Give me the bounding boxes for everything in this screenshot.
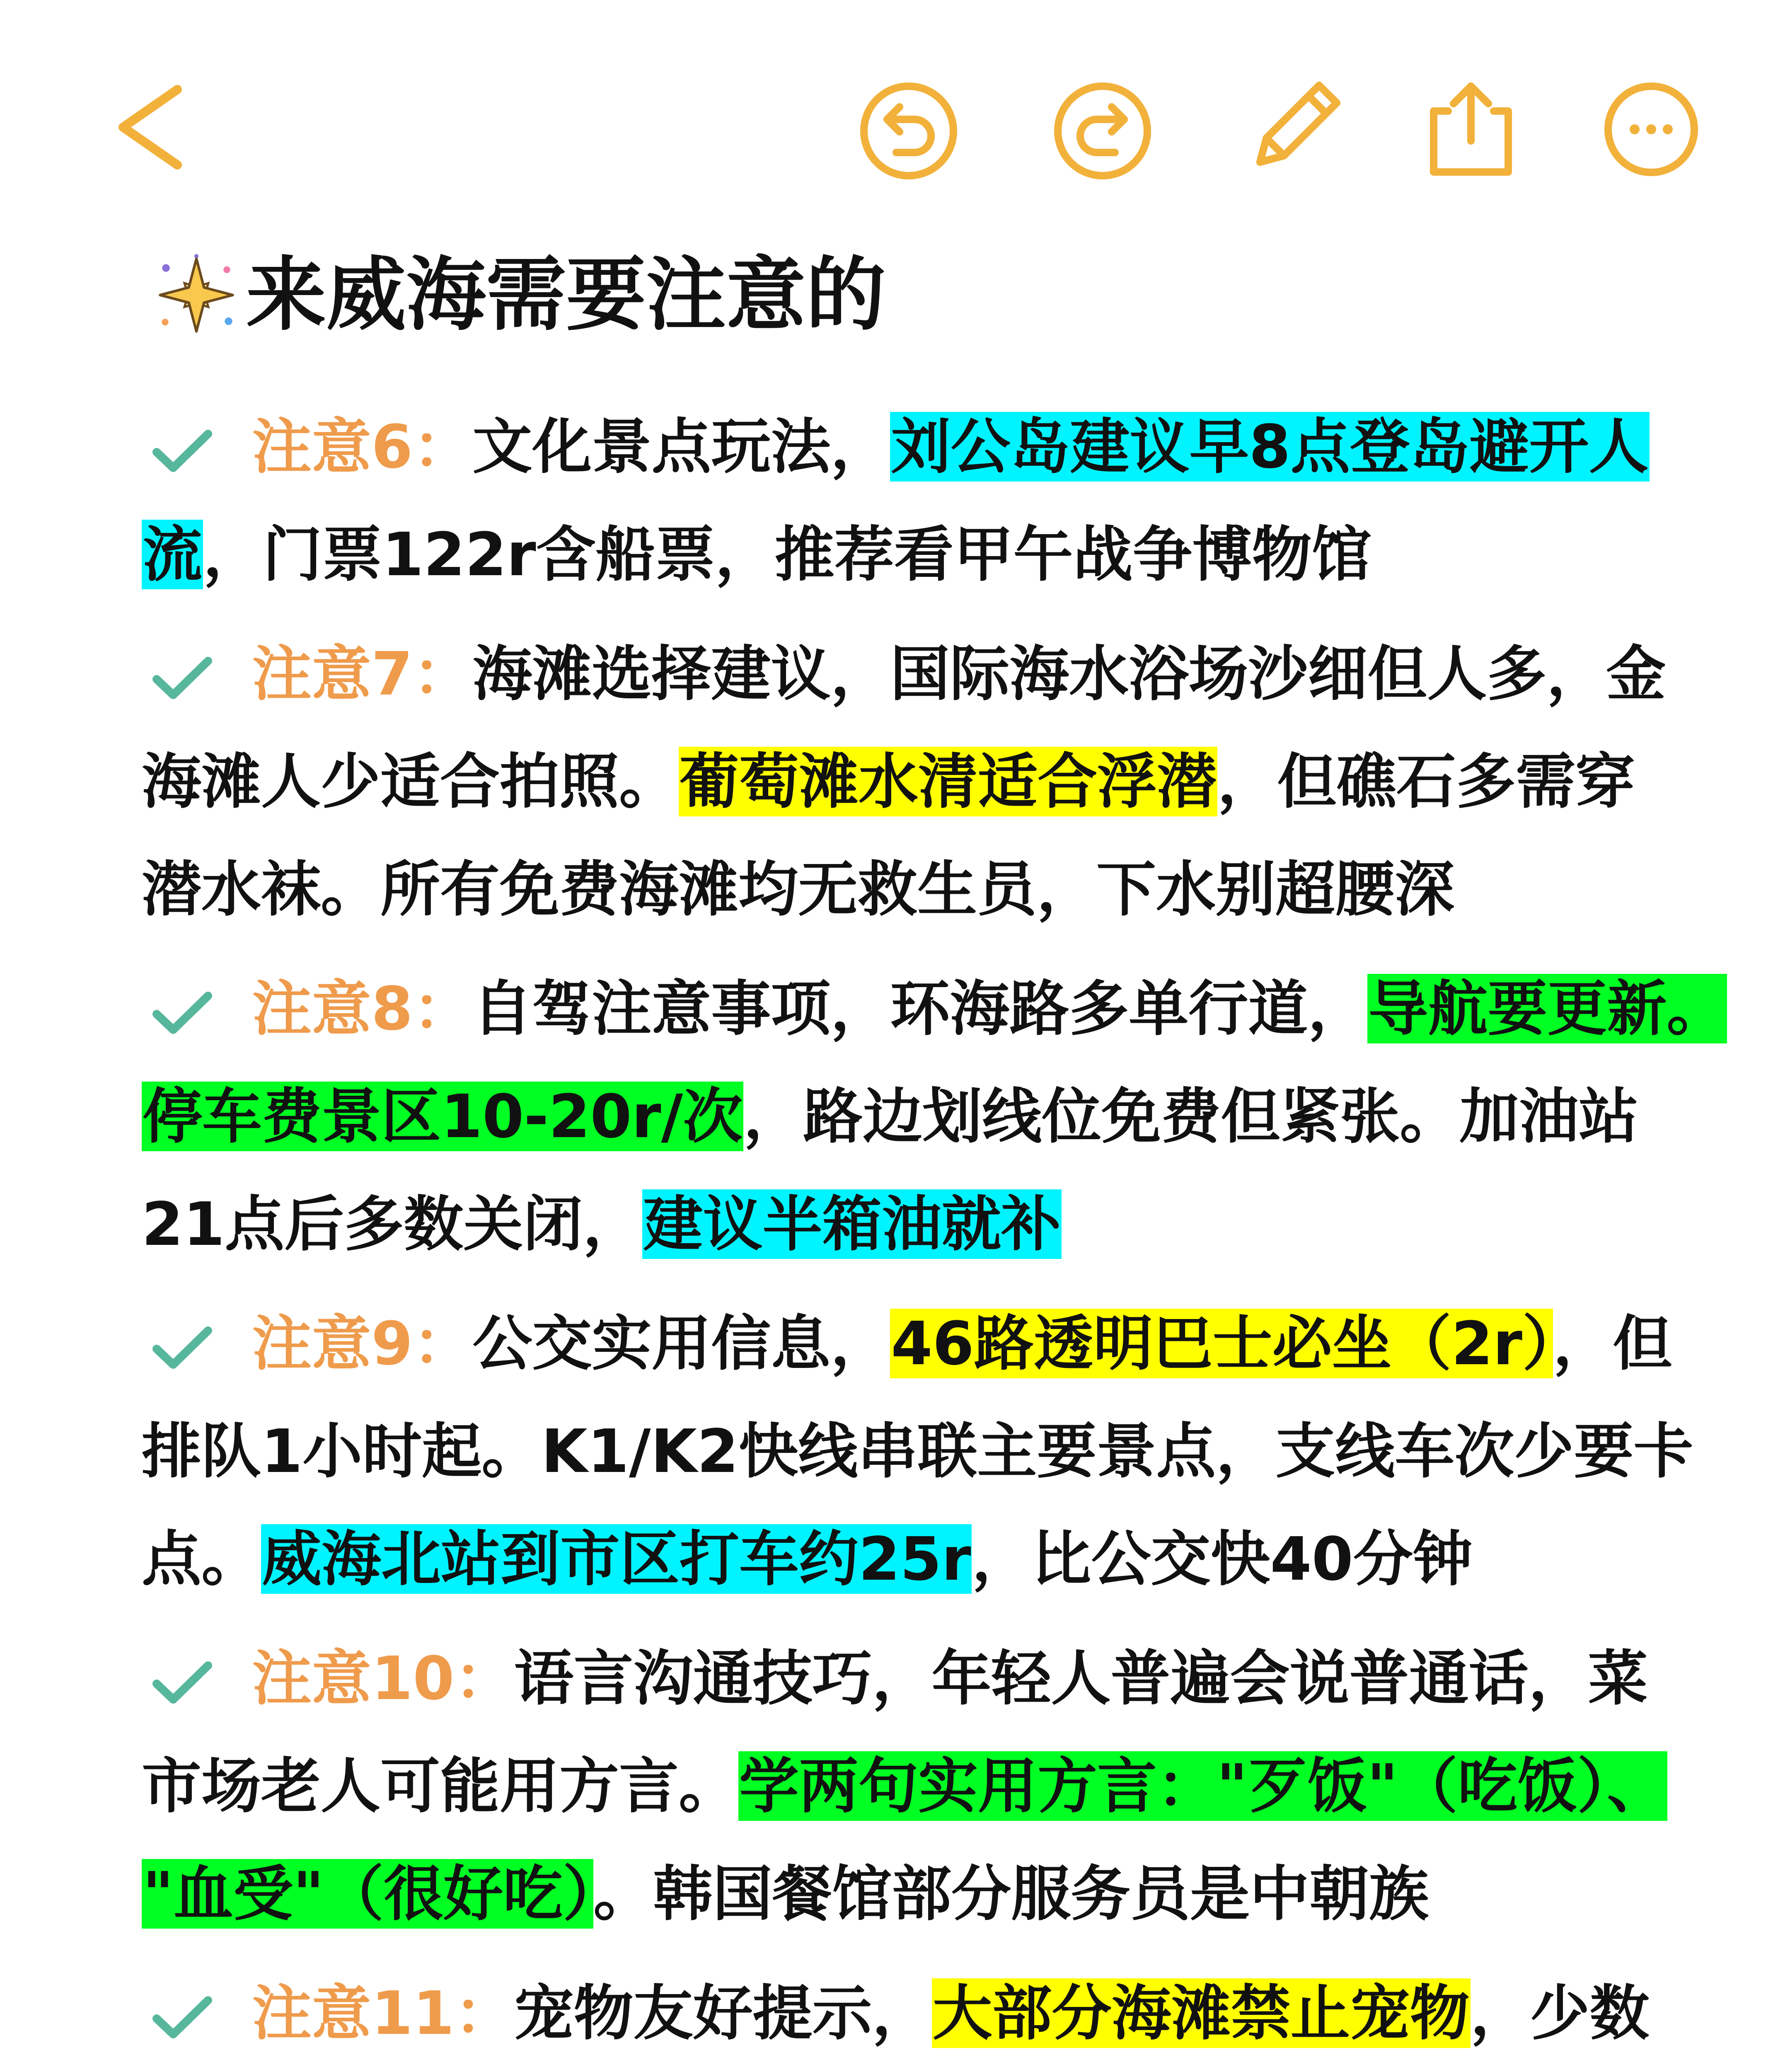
check-icon <box>151 655 213 701</box>
note-line <box>142 1624 1774 1732</box>
note-text: ，但 <box>1553 1309 1672 1378</box>
edit-button[interactable] <box>1251 85 1337 171</box>
note-label: 注意10： <box>252 1644 514 1713</box>
more-button[interactable] <box>1608 86 1694 172</box>
check-icon <box>151 428 213 474</box>
note-text: ，比公交快40分钟 <box>972 1524 1473 1594</box>
check-icon <box>151 1325 213 1370</box>
share-button[interactable] <box>1434 86 1508 172</box>
note-text: 宠物友好提示， <box>514 1978 932 2048</box>
note-label: 注意6： <box>252 412 473 482</box>
highlighted-text: 46路透明巴士必坐（2r） <box>891 1309 1552 1378</box>
note-text: 。韩国餐馆部分服务员是中朝族 <box>593 1859 1429 1929</box>
title-text: 来威海需要注意的 <box>246 248 886 342</box>
redo-button[interactable] <box>1058 86 1147 176</box>
note-item <box>142 1959 1774 2072</box>
note-line <box>142 1732 1774 1840</box>
note-line <box>142 1290 1774 1397</box>
check-icon <box>151 1660 213 1705</box>
note-line <box>142 620 1774 728</box>
note-item <box>142 1290 1774 1613</box>
note-line <box>142 1505 1774 1613</box>
note-text: 文化景点玩法， <box>472 412 890 482</box>
note-line <box>142 1170 1774 1278</box>
note-text: 海滩人少适合拍照。 <box>142 747 679 816</box>
share-icon <box>1434 86 1508 172</box>
toolbar <box>0 0 1790 215</box>
undo-button[interactable] <box>864 86 953 176</box>
highlighted-text: 建议半箱油就补 <box>643 1189 1061 1259</box>
note-body <box>142 393 1774 2072</box>
highlighted-text: 威海北站到市区打车约25r <box>262 1524 971 1594</box>
back-button[interactable] <box>99 66 207 191</box>
note-text: ，门票122r含船票，推荐看甲午战争博物馆 <box>203 520 1372 589</box>
highlighted-text: 葡萄滩水清适合浮潜 <box>680 747 1217 816</box>
note-line <box>142 501 1774 608</box>
undo-icon <box>887 107 931 152</box>
highlighted-text: 流 <box>143 520 203 589</box>
note-text: 自驾注意事项，环海路多单行道， <box>472 974 1368 1043</box>
note-label: 注意11： <box>252 1978 514 2048</box>
note-item <box>142 393 1774 608</box>
note-label: 注意8： <box>252 974 473 1043</box>
note-text: ，路边划线位免费但紧张。加油站 <box>743 1082 1639 1151</box>
note-line <box>142 393 1774 501</box>
note-line <box>142 955 1774 1063</box>
redo-icon <box>1080 107 1124 152</box>
note-text: ，少数 <box>1470 1978 1650 2048</box>
note-item <box>142 955 1774 1278</box>
note-line <box>142 1959 1774 2067</box>
note-text: 21点后多数关闭， <box>142 1189 643 1259</box>
note-label: 注意9： <box>252 1309 473 1378</box>
highlighted-text: 大部分海滩禁止宠物 <box>932 1978 1470 2048</box>
note-text: 语言沟通技巧，年轻人普遍会说普通话，菜 <box>514 1644 1648 1713</box>
sparkle-star-icon <box>154 253 239 337</box>
note-line <box>142 835 1774 943</box>
note-line <box>142 1397 1774 1505</box>
note-line <box>142 728 1774 835</box>
highlighted-text: 停车费景区10-20r/次 <box>143 1082 743 1151</box>
note-label: 注意7： <box>252 639 473 709</box>
more-icon <box>1630 124 1673 134</box>
note-text: 海滩选择建议，国际海水浴场沙细但人多，金 <box>472 639 1666 709</box>
page-title <box>154 236 886 344</box>
note-text: 排队1小时起。K1/K2快线串联主要景点，支线车次少要卡 <box>142 1416 1693 1486</box>
note-text: 点。 <box>142 1524 261 1594</box>
note-line <box>142 1063 1774 1170</box>
note-text: 潜水袜。所有免费海滩均无救生员，下水别超腰深 <box>142 854 1455 924</box>
note-text: ，但礁石多需穿 <box>1217 747 1635 816</box>
pencil-icon <box>1251 85 1337 171</box>
highlighted-text: 刘公岛建议早8点登岛避开人 <box>891 412 1649 482</box>
note-text: 公交实用信息， <box>472 1309 890 1378</box>
highlighted-text: 导航要更新。 <box>1368 974 1727 1043</box>
highlighted-text: 学两句实用方言："歹饭"（吃饭）、 <box>739 1751 1667 1821</box>
check-icon <box>151 990 213 1036</box>
check-icon <box>151 1995 213 2040</box>
note-item <box>142 1624 1774 1948</box>
note-line <box>142 2067 1774 2072</box>
note-item <box>142 620 1774 943</box>
note-line <box>142 1840 1774 1948</box>
note-text: 市场老人可能用方言。 <box>142 1751 739 1821</box>
highlighted-text: "血受"（很好吃） <box>143 1859 593 1929</box>
